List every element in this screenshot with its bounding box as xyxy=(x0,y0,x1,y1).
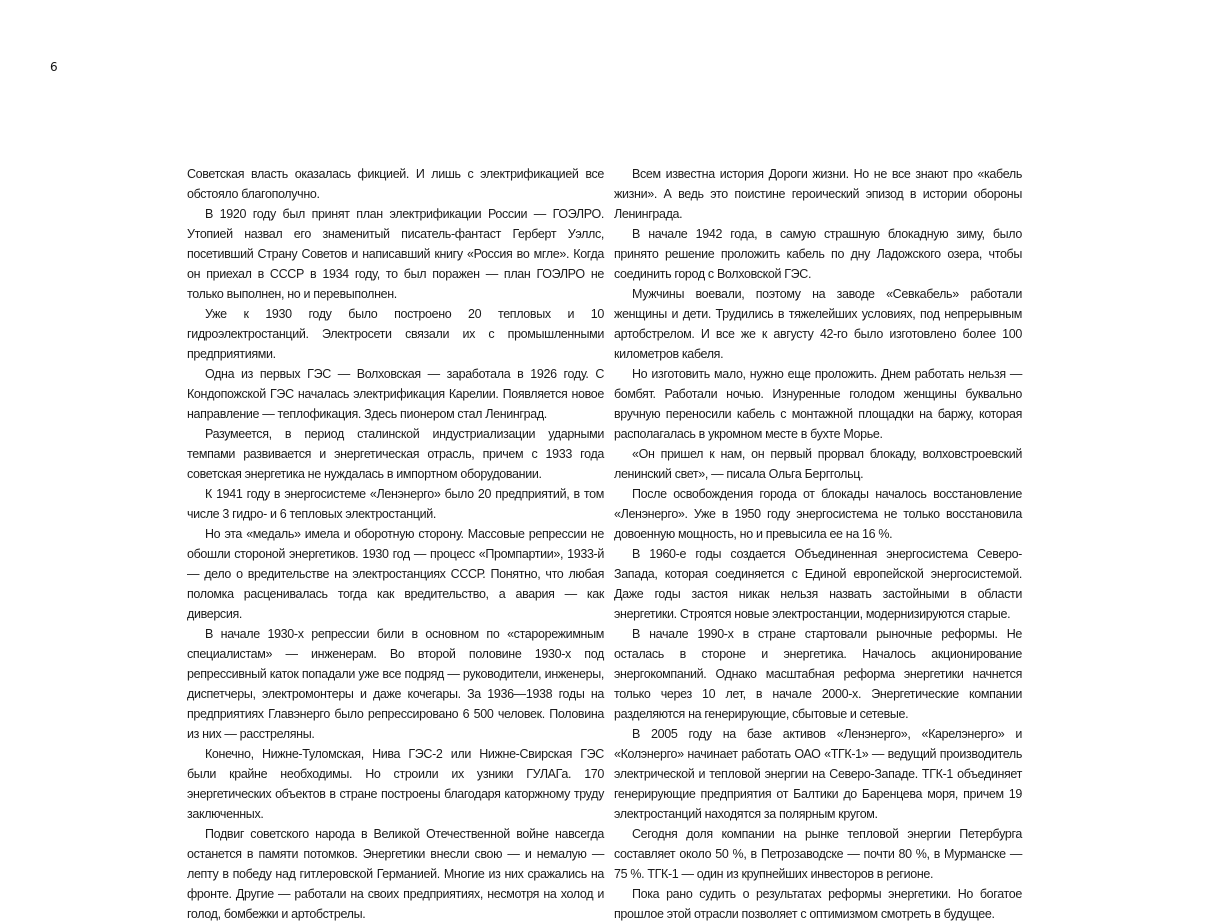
paragraph: После освобождения города от блокады началось восстановление «Ленэнерго». Уже в 1950 году энергосистема не только восстановила довоенную мощность, но и превысила ее на 16 %. xyxy=(614,487,1022,541)
paragraph: Всем известна история Дороги жизни. Но не все знают про «кабель жизни». А ведь это поистине героический эпизод в истории обороны Ленинграда. xyxy=(614,167,1022,221)
right-text-column xyxy=(614,164,1022,924)
paragraph: Сегодня доля компании на рынке тепловой энергии Петербурга составляет около 50 %, в Петрозаводске — почти 80 %, в Мурманске — 75 %. ТГК-1 — один из крупнейших инвесторов в регионе. xyxy=(614,827,1022,881)
paragraph: Но изготовить мало, нужно еще проложить. Днем работать нельзя — бомбят. Работали ночью. Изнуренные голодом женщины буквально вручную переносили кабель с монтажной площадки на баржу, которая располагалась в укромном месте в бухте Морье. xyxy=(614,367,1022,441)
paragraph: Советская власть оказалась фикцией. И лишь с электрификацией все обстояло благополучно. xyxy=(187,167,604,201)
paragraph: Мужчины воевали, поэтому на заводе «Севкабель» работали женщины и дети. Трудились в тяжелейших условиях, под непрерывным артобстрелом. И все же к августу 42-го было изготовлено более 100 километров кабеля. xyxy=(614,287,1022,361)
paragraph: Одна из первых ГЭС — Волховская — заработала в 1926 году. С Кондопожской ГЭС началась электрификация Карелии. Появляется новое направление — теплофикация. Здесь пионером стал Ленинград. xyxy=(187,367,604,421)
paragraph: «Он пришел к нам, он первый прорвал блокаду, волховстроевский ленинский свет», — писала Ольга Берггольц. xyxy=(614,447,1022,481)
paragraph: К 1941 году в энергосистеме «Ленэнерго» было 20 предприятий, в том числе 3 гидро- и 6 тепловых электростанций. xyxy=(187,487,604,521)
paragraph: В 1960-е годы создается Объединенная энергосистема Северо-Запада, которая соединяется с Единой европейской энергосистемой. Даже годы застоя никак нельзя назвать застойными в области энергетики. Строятся новые электростанции, модернизируются старые. xyxy=(614,547,1022,621)
paragraph: В начале 1990-х в стране стартовали рыночные реформы. Не осталась в стороне и энергетика. Началось акционирование энергокомпаний. Однако масштабная реформа энергетики начнется только через 10 лет, в начале 2000-х. Энергетические компании разделяются на генерирующие, сбытовые и сетевые. xyxy=(614,627,1022,721)
paragraph: Разумеется, в период сталинской индустриализации ударными темпами развивается и энергетическая отрасль, причем с 1933 года советская энергетика не нуждалась в импортном оборудовании. xyxy=(187,427,604,481)
paragraph: Уже к 1930 году было построено 20 тепловых и 10 гидроэлектростанций. Электросети связали их с промышленными предприятиями. xyxy=(187,307,604,361)
paragraph: Пока рано судить о результатах реформы энергетики. Но богатое прошлое этой отрасли позволяет с оптимизмом смотреть в будущее. xyxy=(614,887,1022,921)
left-text-column xyxy=(187,164,604,924)
paragraph: В начале 1942 года, в самую страшную блокадную зиму, было принято решение проложить кабель по дну Ладожского озера, чтобы соединить город с Волховской ГЭС. xyxy=(614,227,1022,281)
paragraph: В 1920 году был принят план электрификации России — ГОЭЛРО. Утопией назвал его знаменитый писатель-фантаст Герберт Уэллс, посетивший Страну Советов и написавший книгу «Россия во мгле». Когда он приехал в СССР в 1934 году, то был поражен — план ГОЭЛРО не только выполнен, но и перевыполнен. xyxy=(187,207,604,301)
paragraph: В 2005 году на базе активов «Ленэнерго», «Карелэнерго» и «Колэнерго» начинает работать ОАО «ТГК-1» — ведущий производитель электрической и тепловой энергии на Северо-Западе. ТГК-1 объединяет генерирующие предприятия от Балтики до Баренцева моря, причем 19 электростанций находятся за полярным кругом. xyxy=(614,727,1022,821)
page-number: 6 xyxy=(50,60,58,74)
paragraph: В начале 1930-х репрессии били в основном по «старорежимным специалистам» — инженерам. Во второй половине 1930-х под репрессивный каток попадали уже все подряд — руководители, инженеры, диспетчеры, электромонтеры и даже кочегары. За 1936—1938 годы на предприятиях Главэнерго было репрессировано 6 500 человек. Половина из них — расстреляны. xyxy=(187,627,604,741)
paragraph: Но эта «медаль» имела и оборотную сторону. Массовые репрессии не обошли стороной энергетиков. 1930 год — процесс «Промпартии», 1933-й — дело о вредительстве на электростанциях СССР. Понятно, что любая поломка расценивалась тогда как вредительство, а авария — как диверсия. xyxy=(187,527,604,621)
paragraph: Конечно, Нижне-Туломская, Нива ГЭС-2 или Нижне-Свирская ГЭС были крайне необходимы. Но строили их узники ГУЛАГа. 170 энергетических объектов в стране построены благодаря каторжному труду заключенных. xyxy=(187,747,604,821)
paragraph: Подвиг советского народа в Великой Отечественной войне навсегда останется в памяти потомков. Энергетики внесли свою — и немалую — лепту в победу над гитлеровской Германией. Многие из них сражались на фронте. Другие — работали на своих предприятиях, несмотря на холод и голод, бомбежки и артобстрелы. xyxy=(187,827,604,921)
